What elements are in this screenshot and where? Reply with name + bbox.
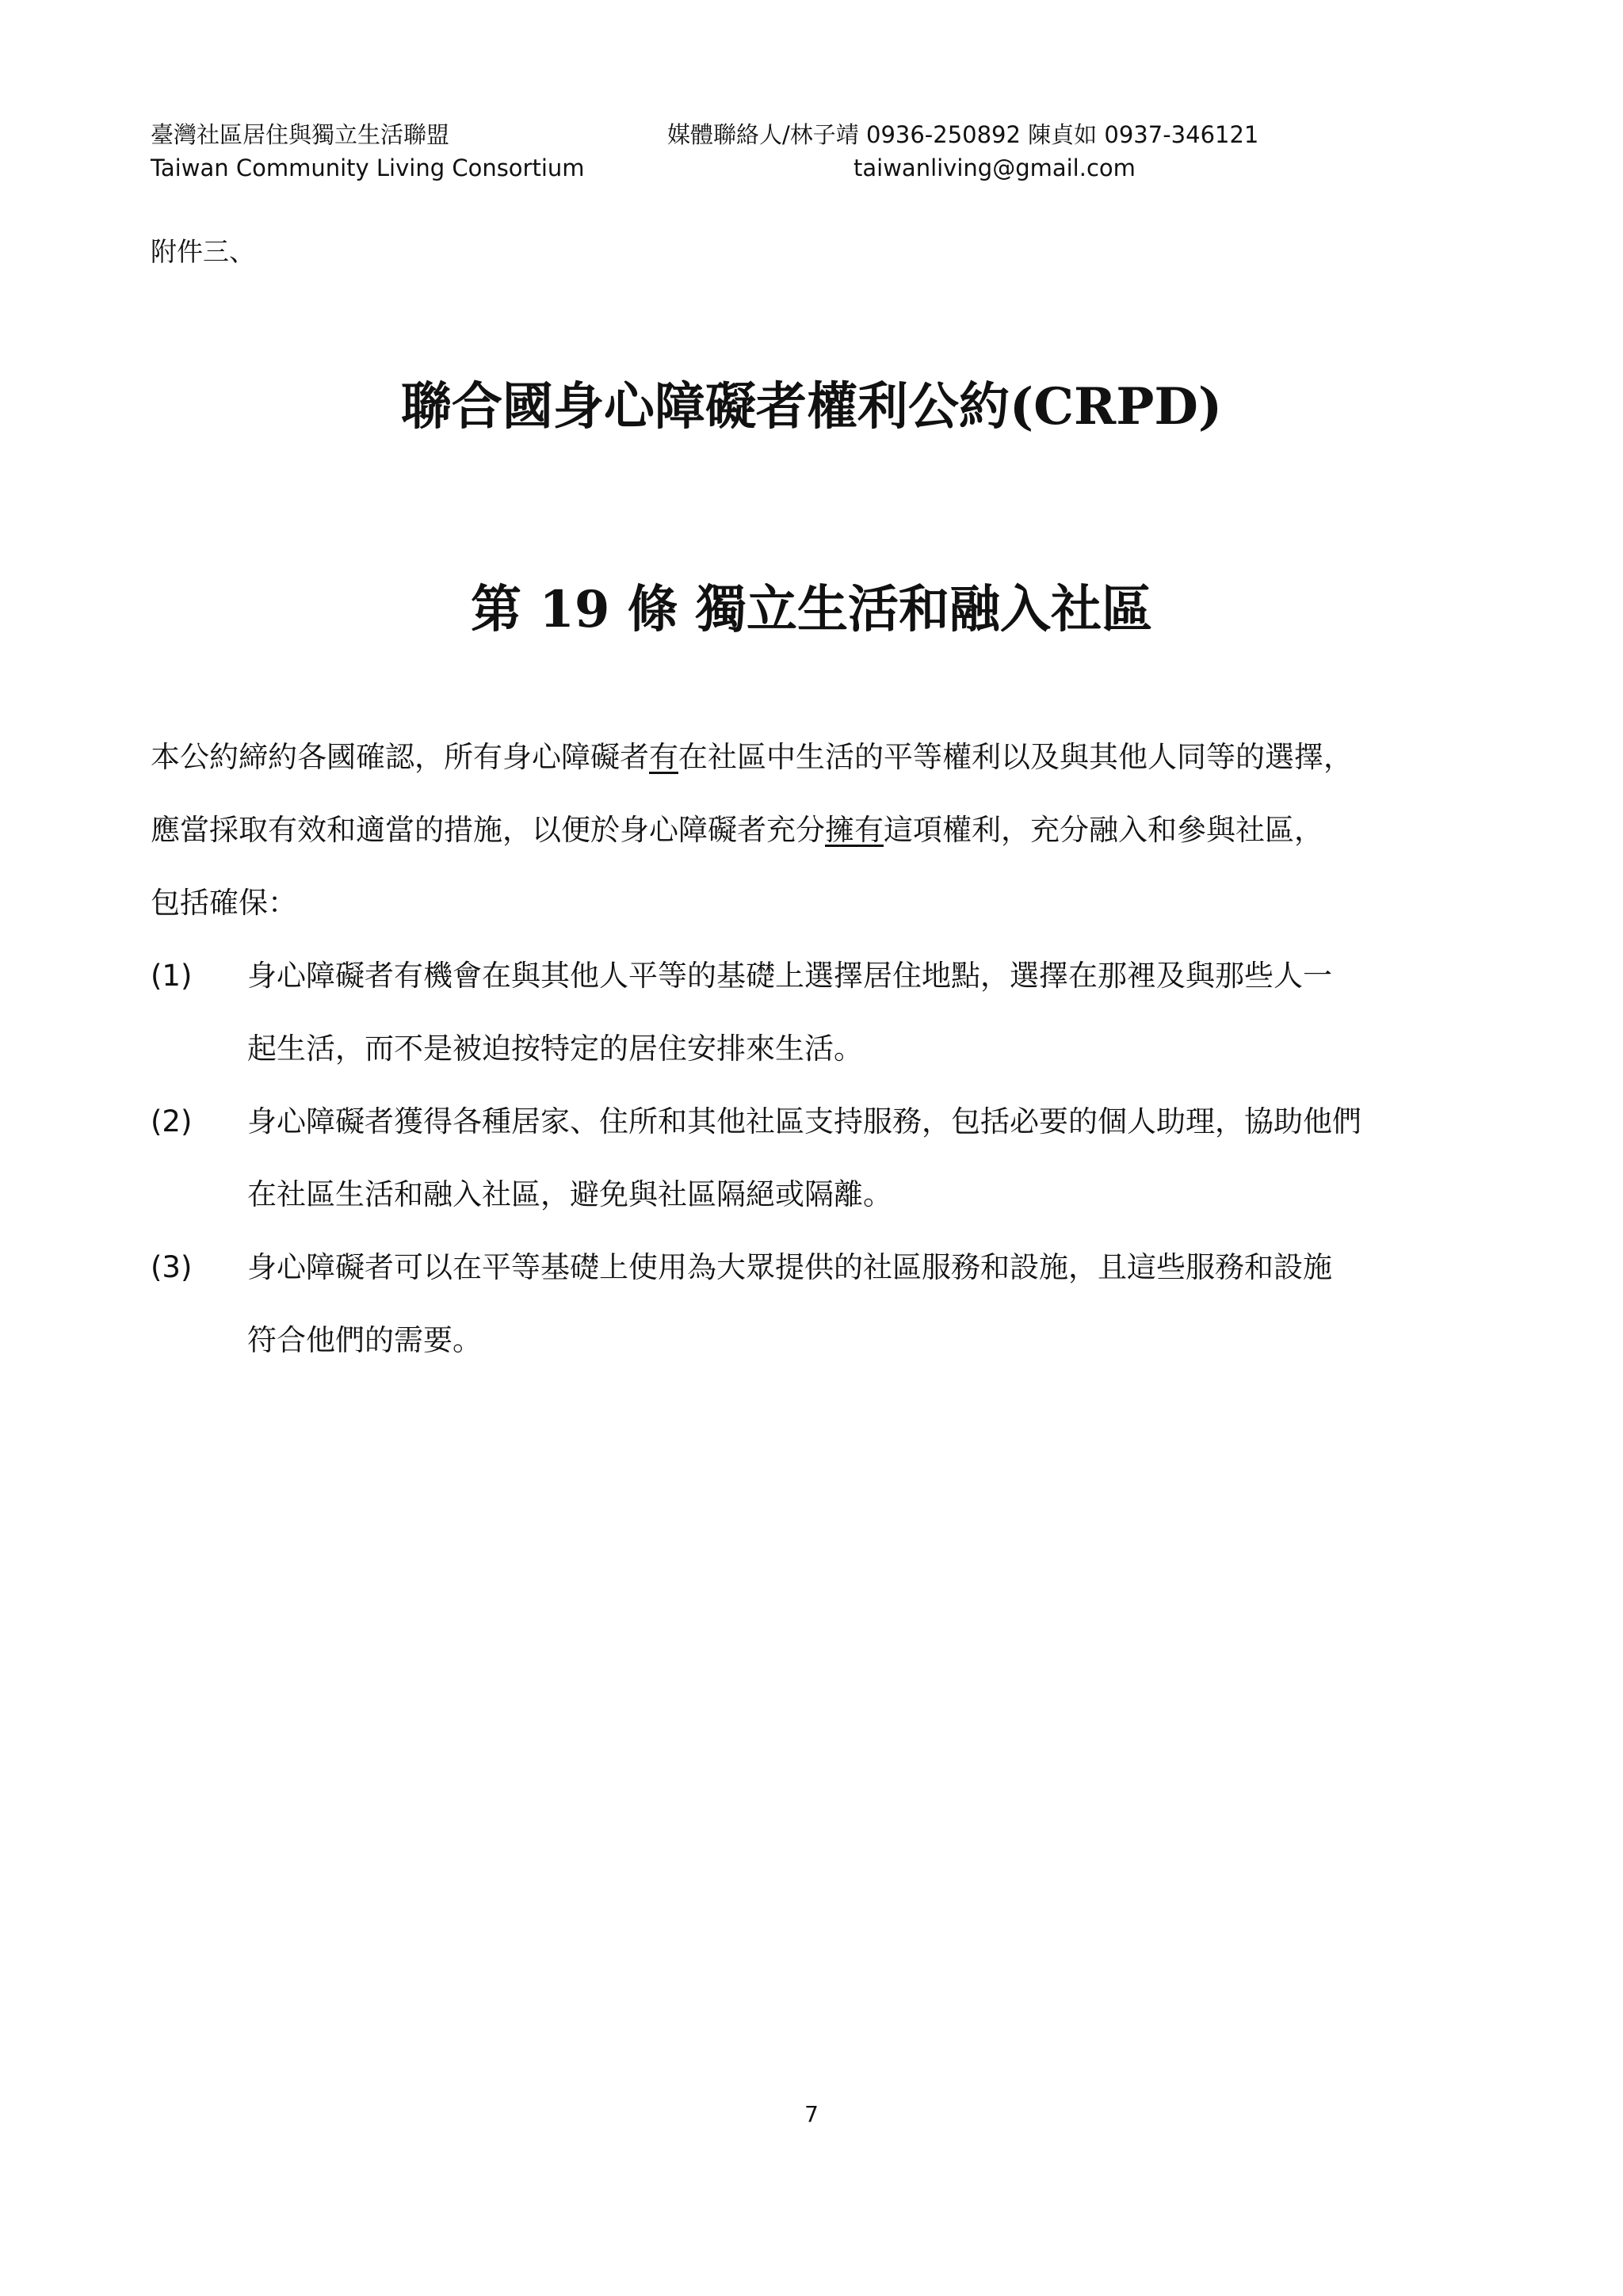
item-1-line-2: 起生活，而不是被迫按特定的居住安排來生活。 [247,1032,863,1066]
item-2-line-2: 在社區生活和融入社區，避免與社區隔絕或隔離。 [247,1177,892,1211]
intro-line-3: 包括確保： [151,886,297,920]
item-3-number: (3) [151,1250,193,1284]
intro-line-1 [151,721,1353,794]
item-3-line-1: 身心障礙者可以在平等基礎上使用為大眾提供的社區服務和設施，且這些服務和設施 [247,1250,1332,1284]
page-title: 聯合國身心障礙者權利公約(CRPD) [400,377,1223,437]
header-contact: 媒體聯絡人/林子靖 0936-250892 陳貞如 0937-346121 [667,121,1259,148]
intro-line-2 [151,794,1323,867]
intro-line-1-b: 在社區中生活的平等權利以及與其他人同等的選擇， [678,740,1353,774]
header-org-en: Taiwan Community Living Consortium [151,154,585,181]
item-1-number: (1) [151,959,193,993]
intro-line-2-b: 這項權利，充分融入和參與社區， [884,813,1323,847]
intro-line-1-a: 本公約締約各國確認，所有身心障礙者 [151,740,649,774]
header-email: taiwanliving@gmail.com [854,154,1136,181]
header-org-zh: 臺灣社區居住與獨立生活聯盟 [151,121,450,148]
intro-line-2-underlined: 擁有 [825,813,884,847]
intro-line-2-a: 應當採取有效和適當的措施，以便於身心障礙者充分 [151,813,825,847]
item-2-number: (2) [151,1104,193,1138]
item-2-line-1: 身心障礙者獲得各種居家、住所和其他社區支持服務，包括必要的個人助理，協助他們 [247,1104,1361,1138]
item-3-line-2: 符合他們的需要。 [247,1323,482,1357]
page-number: 7 [804,2101,819,2127]
item-1-line-1: 身心障礙者有機會在與其他人平等的基礎上選擇居住地點，選擇在那裡及與那些人一 [247,959,1332,993]
attachment-label: 附件三、 [151,236,255,267]
intro-line-1-underlined: 有 [649,740,678,774]
article-subtitle: 第 19 條 獨立生活和融入社區 [471,580,1152,639]
